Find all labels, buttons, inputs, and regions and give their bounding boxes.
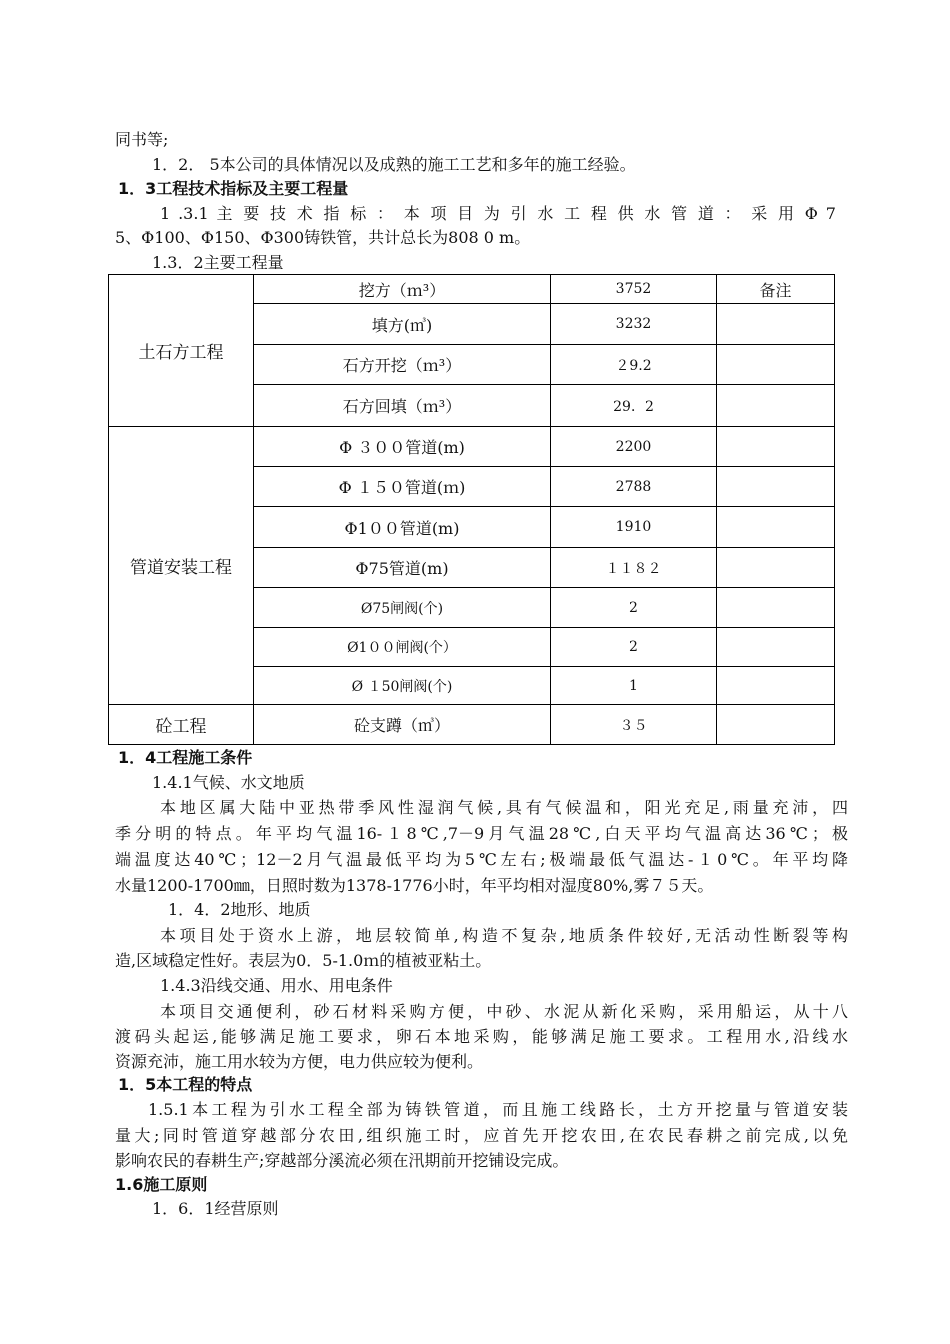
note-cell [717,385,835,427]
section-heading-1-6: 1.6施工原则 [115,1175,208,1194]
value-cell: 1 [551,667,717,705]
text-line: 1．2． 5本公司的具体情况以及成熟的施工工艺和多年的施工经验。 [152,155,636,174]
value-cell: ２9.2 [551,345,717,385]
note-cell [717,345,835,385]
note-cell [717,548,835,588]
text-line: 1.5.1本工程为引水工程全部为铸铁管道，而且施工线路长，土方开挖量与管道安装 [148,1100,848,1119]
subsection-heading-1-6-1: 1．6．1经营原则 [152,1199,279,1218]
note-header-cell: 备注 [717,275,835,304]
text-line: 渡码头起运,能够满足施工要求，卵石本地采购，能够满足施工要求。工程用水,沿线水 [115,1027,848,1046]
value-cell: １１８２ [551,548,717,588]
text-line: 本项目交通便利，砂石材料采购方便，中砂、水泥从新化采购，采用船运，从十八 [160,1002,848,1021]
value-cell: 2788 [551,467,717,507]
section-heading-1-5: 1．5本工程的特点 [118,1075,253,1094]
table-row [109,427,835,467]
text-line: 本项目处于资水上游，地层较简单,构造不复杂,地质条件较好,无活动性断裂等构 [160,926,848,945]
note-cell [717,304,835,345]
value-cell: 2 [551,628,717,667]
value-cell: ３５ [551,705,717,745]
item-cell: Φ １５０管道(ｍ) [254,467,551,507]
subsection-heading-1-4-1: 1.4.1气候、水文地质 [152,773,305,792]
note-cell [717,427,835,467]
value-cell: 3752 [551,275,717,304]
item-cell: Φ75管道(m) [254,548,551,588]
note-cell [717,628,835,667]
subsection-heading-1-4-3: 1.4.3沿线交通、用水、用电条件 [160,976,393,995]
value-cell: 2200 [551,427,717,467]
note-cell [717,588,835,628]
text-line: 资源充沛，施工用水较为方便，电力供应较为便利。 [115,1052,484,1071]
text-line: 影响农民的春耕生产;穿越部分溪流必须在汛期前开挖铺设完成。 [115,1151,569,1170]
item-cell: Φ ３００管道(m) [254,427,551,467]
item-cell: Φ1００管道(m) [254,507,551,548]
item-cell: 石方开挖（ｍ³） [254,345,551,385]
item-cell: 石方回填（ｍ³） [254,385,551,427]
item-cell: Ø1００闸阀(个） [254,628,551,667]
text-line: 本地区属大陆中亚热带季风性湿润气候,具有气候温和，阳光充足,雨量充沛，四 [160,798,848,817]
subsection-heading-1-4-2: 1．4．2地形、地质 [168,900,311,919]
value-cell: 1910 [551,507,717,548]
group-cell: 砼工程 [109,705,254,745]
item-cell: 挖方（ｍ³） [254,275,551,304]
note-cell [717,507,835,548]
item-cell: 填方(㎥) [254,304,551,345]
text-line: 水量1200-1700㎜，日照时数为1378-1776小时，年平均相对湿度80%,雾７５天。 [115,876,714,895]
section-heading-1-4: 1．4工程施工条件 [118,748,253,767]
group-cell: 土石方工程 [109,275,254,427]
item-cell: Ø １50闸阀(个) [254,667,551,705]
table-row [109,275,835,304]
text-line: 季分明的特点。年平均气温16-１8℃,7－9月气温28℃,白天平均气温高达36℃；极 [115,824,848,843]
value-cell: 29．2 [551,385,717,427]
item-cell: 砼支蹲（㎥） [254,705,551,745]
note-cell [717,467,835,507]
text-line: 端温度达40℃；12－2月气温最低平均为5℃左右;极端最低气温达-１0℃。年平均降 [115,850,848,869]
value-cell: 2 [551,588,717,628]
note-cell [717,705,835,745]
text-line: 造,区域稳定性好。表层为0．5-1.0ｍ的植被亚粘土。 [115,951,492,970]
note-cell [717,667,835,705]
section-heading-1-3: 1．3工程技术指标及主要工程量 [118,179,349,198]
subsection-heading-1-3-2: 1.3．2主要工程量 [152,253,284,272]
text-line: 同书等; [115,130,169,149]
group-cell: 管道安装工程 [109,427,254,705]
item-cell: Ø75闸阀(个) [254,588,551,628]
text-line: 1 .3.1 主 要 技 术 指 标 ： 本 项 目 为 引 水 工 程 供 水 管 道 ： 采 用 Φ 7 [160,204,836,223]
text-line: 5、Φ100、Φ150、Φ300铸铁管，共计总长为808 0 m。 [115,228,531,247]
table-row [109,705,835,745]
text-line: 量大;同时管道穿越部分农田,组织施工时，应首先开挖农田,在农民春耕之前完成,以免 [115,1126,848,1145]
quantities-table [108,274,835,745]
value-cell: 3232 [551,304,717,345]
